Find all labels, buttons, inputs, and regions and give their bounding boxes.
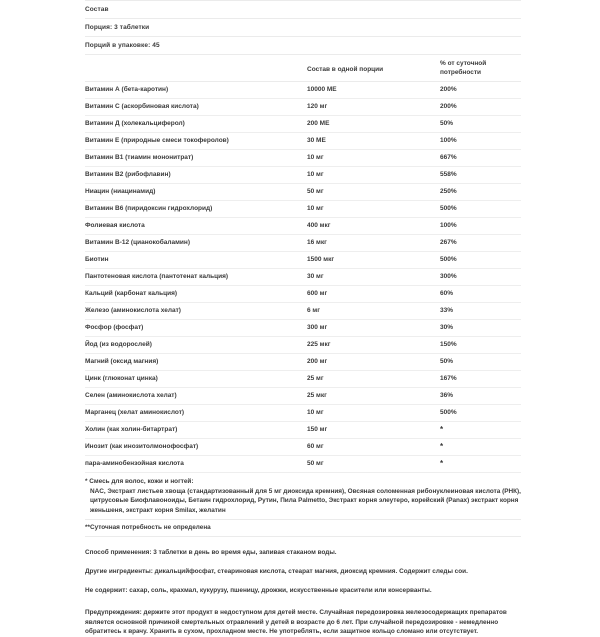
nutrient-daily-value: 150% [440, 341, 457, 348]
nutrient-amount: 60 мг [307, 443, 324, 450]
nutrient-daily-value: * [440, 425, 444, 434]
nutrient-name: Пантотеновая кислота (пантотенат кальция) [85, 273, 229, 280]
nutrient-amount: 10 мг [307, 171, 324, 178]
table-row [85, 218, 521, 235]
nutrient-name: Селен (аминокислота хелат) [85, 392, 177, 399]
table-row [85, 150, 521, 167]
nutrient-daily-value: 200% [440, 103, 457, 110]
table-column-header [85, 55, 521, 82]
nutrient-name: Марганец (хелат аминокислот) [85, 409, 185, 416]
table-row [85, 99, 521, 116]
nutrient-name: Витамин Д (холекальциферол) [85, 120, 185, 127]
blend-ingredients: NAC, Экстракт листьев хвоща (стандартизованный для 5 мг диоксида кремния), Овсяная соломенная рибонуклеиновая кислота (РНК), цитрусовые Биофлавоноиды, Бетаин гидрохлорид, Рутин, Пила Palmetto, Экстракт корня элеутеро, корейский (Panax) экстракт корня женьшеня, экстракт корня Smilax, желатин [90, 487, 521, 514]
nutrient-amount: 30 МЕ [307, 137, 326, 144]
nutrient-amount: 16 мкг [307, 239, 327, 246]
nutrient-name: Витамин А (бета-каротин) [85, 86, 169, 93]
nutrient-amount: 50 мг [307, 188, 324, 195]
nutrient-name: Холин (как холин-битартрат) [85, 426, 178, 433]
nutrient-daily-value: 250% [440, 188, 457, 195]
nutrient-name: Ниацин (ниацинамид) [85, 188, 156, 195]
nutrient-daily-value: 500% [440, 205, 457, 212]
nutrient-amount: 300 мг [307, 324, 328, 331]
nutrient-amount: 225 мкг [307, 341, 331, 348]
nutrient-name: Витамин В-12 (цианокобаламин) [85, 239, 190, 246]
nutrient-daily-value: 500% [440, 409, 457, 416]
table-row [85, 371, 521, 388]
nutrient-daily-value: 60% [440, 290, 454, 297]
nutrient-amount: 25 мкг [307, 392, 327, 399]
table-row [85, 133, 521, 150]
nutrient-name: Кальций (карбонат кальция) [85, 290, 178, 297]
nutrient-name: Фосфор (фосфат) [85, 324, 144, 331]
nutrient-amount: 1500 мкг [307, 256, 335, 263]
nutrient-daily-value: 33% [440, 307, 454, 314]
table-row [85, 337, 521, 354]
nutrient-daily-value: 30% [440, 324, 454, 331]
meta-row-servings-per-container: Порций в упаковке: 45 [85, 37, 521, 55]
nutrient-amount: 6 мг [307, 307, 320, 314]
nutrient-amount: 10000 МЕ [307, 86, 337, 93]
nutrient-daily-value: 300% [440, 273, 457, 280]
nutrient-name: Цинк (глюконат цинка) [85, 375, 158, 382]
column-header-amount-per-serving: Состав в одной порции [307, 66, 384, 73]
nutrient-amount: 10 мг [307, 154, 324, 161]
table-row [85, 388, 521, 405]
table-row [85, 303, 521, 320]
nutrient-daily-value: 558% [440, 171, 457, 178]
nutrient-daily-value: 100% [440, 137, 457, 144]
table-row [85, 269, 521, 286]
free-from-paragraph: Не содержит: сахар, соль, крахмал, кукурузу, пшеницу, дрожжи, искусственные красители или консерванты. [85, 586, 432, 594]
nutrient-daily-value: 50% [440, 120, 454, 127]
nutrient-name: Железо (аминокислота хелат) [85, 307, 181, 314]
nutrient-daily-value: 50% [440, 358, 454, 365]
blend-title: * Смесь для волос, кожи и ногтей: [85, 478, 194, 485]
nutrient-daily-value: 167% [440, 375, 457, 382]
table-row [85, 286, 521, 303]
nutrient-amount: 25 мг [307, 375, 324, 382]
nutrient-name: Витамин В2 (рибофлавин) [85, 171, 171, 178]
nutrient-amount: 120 мг [307, 103, 328, 110]
meta-row-title: Состав [85, 0, 521, 19]
table-row [85, 422, 521, 439]
nutrient-name: Витамин В1 (тиамин мононитрат) [85, 154, 194, 161]
serving-meta-block [85, 0, 521, 55]
nutrient-daily-value: * [440, 459, 444, 468]
meta-row-serving-size: Порция: 3 таблетки [85, 19, 521, 37]
other-ingredients-paragraph: Другие ингредиенты: дикальцийфосфат, стеариновая кислота, стеарат магния, диоксид кремния. Содержит следы сои. [85, 568, 468, 576]
nutrient-daily-value: 267% [440, 239, 457, 246]
nutrient-amount: 10 мг [307, 409, 324, 416]
nutrient-amount: 10 мг [307, 205, 324, 212]
proprietary-blend-footnote [85, 473, 521, 520]
warnings-paragraph: Предупреждения: держите этот продукт в недоступном для детей месте. Случайная передозировка железосодержащих препаратов является основной причиной смертельных отравлений у детей в возрасте до 6 лет. При случайной передозировке - немедленно обратитесь к врачу. Хранить в сухом, прохладном месте. Не употреблять, если защитное кольцо сломано или отсутствует. [85, 608, 507, 636]
column-header-daily-value [440, 60, 520, 77]
nutrient-name: Биотин [85, 256, 109, 263]
nutrient-amount: 400 мкг [307, 222, 331, 229]
table-row [85, 405, 521, 422]
nutrient-table [85, 82, 521, 473]
daily-value-not-established-footnote: **Суточная потребность не определена [85, 520, 521, 537]
nutrient-name: Витамин В6 (пиридоксин гидрохлорид) [85, 205, 213, 212]
table-row [85, 167, 521, 184]
nutrient-name: Йод (из водорослей) [85, 341, 152, 348]
nutrient-amount: 200 МЕ [307, 120, 330, 127]
directions-paragraph: Способ применения: 3 таблетки в день во время еды, запивая стаканом воды. [85, 549, 337, 557]
nutrient-amount: 600 мг [307, 290, 328, 297]
table-row [85, 184, 521, 201]
column-header-daily-value-line1: % от суточной [440, 60, 487, 67]
nutrient-daily-value: 100% [440, 222, 457, 229]
nutrient-name: Магний (оксид магния) [85, 358, 159, 365]
table-row [85, 354, 521, 371]
nutrient-name: Витамин С (аскорбиновая кислота) [85, 103, 199, 110]
table-row [85, 82, 521, 99]
table-row [85, 201, 521, 218]
column-header-daily-value-line2: потребности [440, 68, 482, 76]
nutrient-name: Фолиевая кислота [85, 222, 145, 229]
label-content [85, 0, 521, 637]
nutrient-daily-value: 667% [440, 154, 457, 161]
table-row [85, 456, 521, 473]
nutrient-daily-value: 500% [440, 256, 457, 263]
table-row [85, 320, 521, 337]
nutrient-daily-value: 36% [440, 392, 454, 399]
table-row [85, 235, 521, 252]
nutrient-amount: 200 мг [307, 358, 328, 365]
table-row [85, 116, 521, 133]
nutrient-name: Инозит (как инозитолмонофосфат) [85, 443, 199, 450]
nutrient-amount: 150 мг [307, 426, 328, 433]
nutrient-amount: 30 мг [307, 273, 324, 280]
nutrient-name: пара-аминобензойная кислота [85, 460, 184, 467]
table-row [85, 252, 521, 269]
table-row [85, 439, 521, 456]
nutrient-daily-value: * [440, 442, 444, 451]
nutrient-daily-value: 200% [440, 86, 457, 93]
nutrient-amount: 50 мг [307, 460, 324, 467]
nutrient-name: Витамин Е (природные смеси токоферолов) [85, 137, 229, 144]
